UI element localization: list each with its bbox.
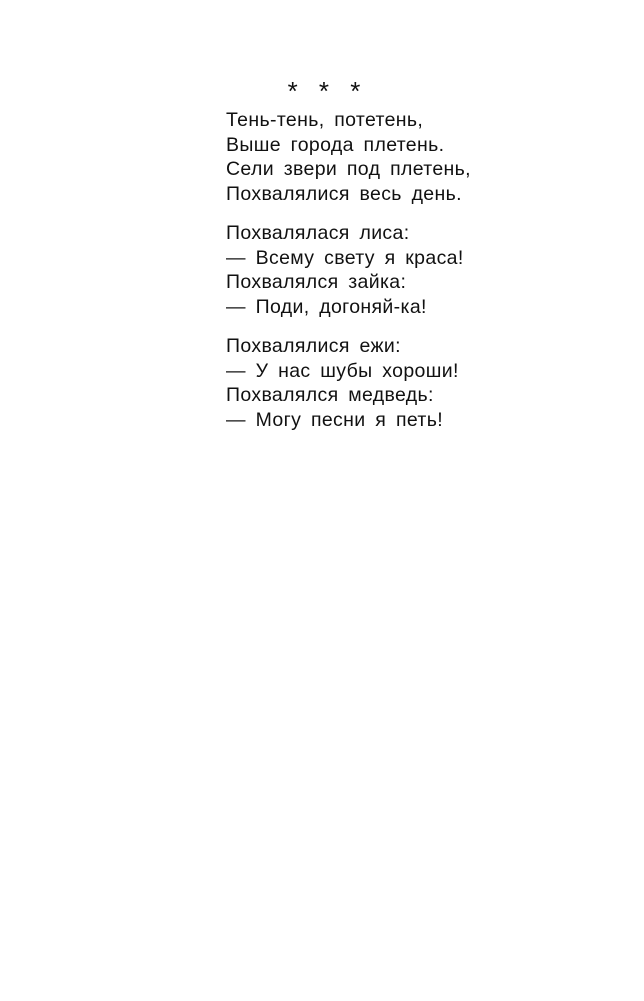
poem-line: — У нас шубы хороши! (226, 359, 459, 382)
poem (226, 108, 471, 447)
poem-line: Похвалялися весь день. (226, 182, 462, 205)
poem-line: — Могу песни я петь! (226, 408, 443, 431)
stanza (226, 108, 471, 206)
poem-line: Похвалялися ежи: (226, 335, 401, 357)
poem-line: Сели звери под плетень, (226, 158, 471, 180)
poem-line: Похвалялся зайка: (226, 271, 407, 293)
poem-line: — Всему свету я краса! (226, 246, 464, 269)
poem-line: Выше города плетень. (226, 133, 445, 156)
stanza (226, 221, 471, 319)
poem-line: — Поди, догоняй-ка! (226, 295, 427, 318)
poem-line: Тень-тень, потетень, (226, 109, 424, 131)
section-separator: * * * (287, 76, 361, 106)
poem-line: Похвалялся медведь: (226, 384, 434, 406)
poem-line: Похвалялася лиса: (226, 222, 410, 244)
stanza (226, 334, 471, 432)
